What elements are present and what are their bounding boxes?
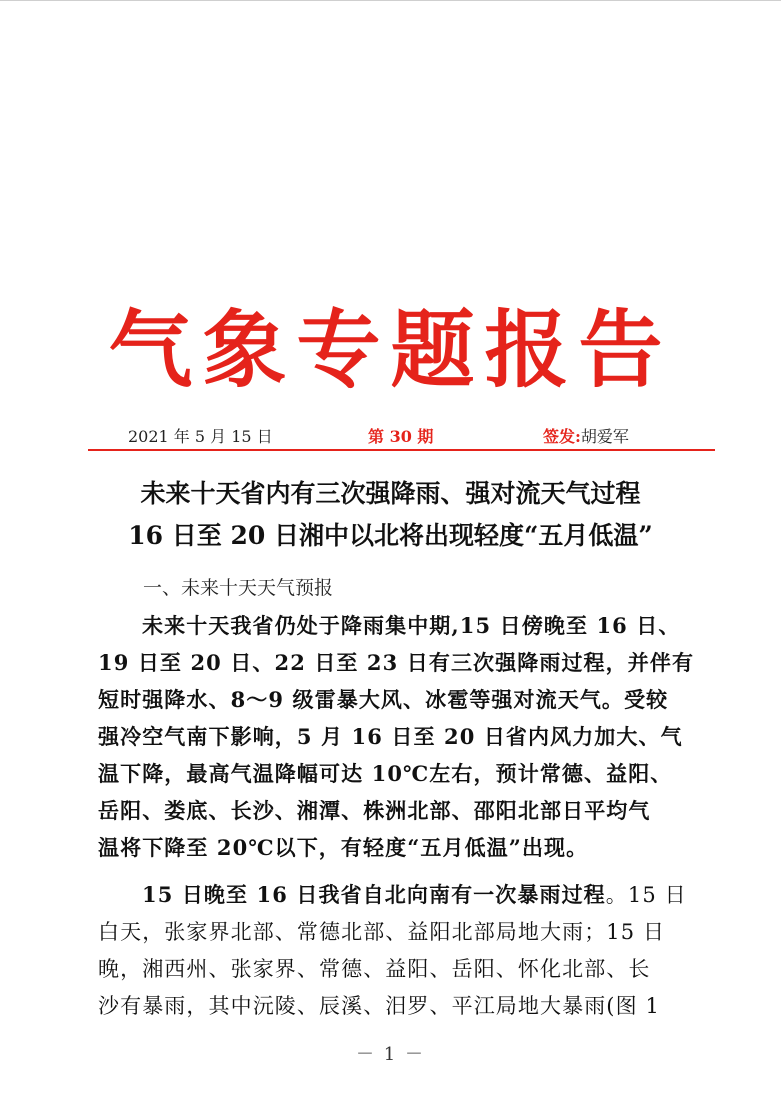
paragraph-line: 短时强降水、8～9 级雷暴大风、冰雹等强对流天气。受较 [98, 687, 669, 712]
paragraph-lead-bold: 15 日晚至 16 日我省自北向南有一次暴雨过程 [142, 882, 606, 907]
top-border [0, 0, 781, 1]
paragraph-line: 沙有暴雨，其中沅陵、辰溪、汨罗、平江局地大暴雨(图 1 [98, 994, 660, 1018]
paragraph-lead-rest: 。15 日 [605, 883, 687, 907]
section-heading: 一、未来十天天气预报 [143, 577, 334, 599]
header-divider [88, 449, 715, 451]
paragraph-line: 19 日至 20 日、22 日至 23 日有三次强降雨过程，并伴有 [98, 650, 695, 675]
paragraph-line: 晚，湘西州、张家界、常德、益阳、岳阳、怀化北部、长 [98, 957, 651, 981]
paragraph-line: 温将下降至 20℃以下，有轻度“五月低温”出现。 [98, 835, 589, 860]
page-number: － 1 － [356, 1044, 425, 1065]
signer-name: 胡爱军 [580, 427, 629, 446]
paragraph-line: 白天，张家界北部、常德北部、益阳北部局地大雨；15 日 [98, 920, 666, 944]
paragraph-line: 温下降，最高气温降幅可达 10℃左右，预计常德、益阳、 [98, 761, 673, 786]
paragraph-line: 岳阳、娄底、长沙、湘潭、株洲北部、邵阳北部日平均气 [98, 798, 651, 823]
headline-line-1: 未来十天省内有三次强降雨、强对流天气过程 [140, 479, 641, 508]
sign-label: 签发: [543, 427, 581, 446]
paragraph-line [98, 876, 698, 914]
paragraph-line: 强冷空气南下影响，5 月 16 日至 20 日省内风力加大、气 [98, 724, 683, 749]
paragraph-forecast [98, 607, 698, 866]
headline-line-2: 16 日至 20 日湘中以北将出现轻度“五月低温” [128, 521, 653, 550]
issue-number: 第 30 期 [368, 427, 434, 446]
paragraph-rainstorm [98, 876, 698, 1025]
paragraph-line: 未来十天我省仍处于降雨集中期,15 日傍晚至 16 日、 [142, 613, 681, 638]
report-date: 2021 年 5 月 15 日 [128, 427, 273, 446]
masthead-title: 气象专题报告 [108, 300, 673, 399]
signer-block [543, 426, 629, 448]
